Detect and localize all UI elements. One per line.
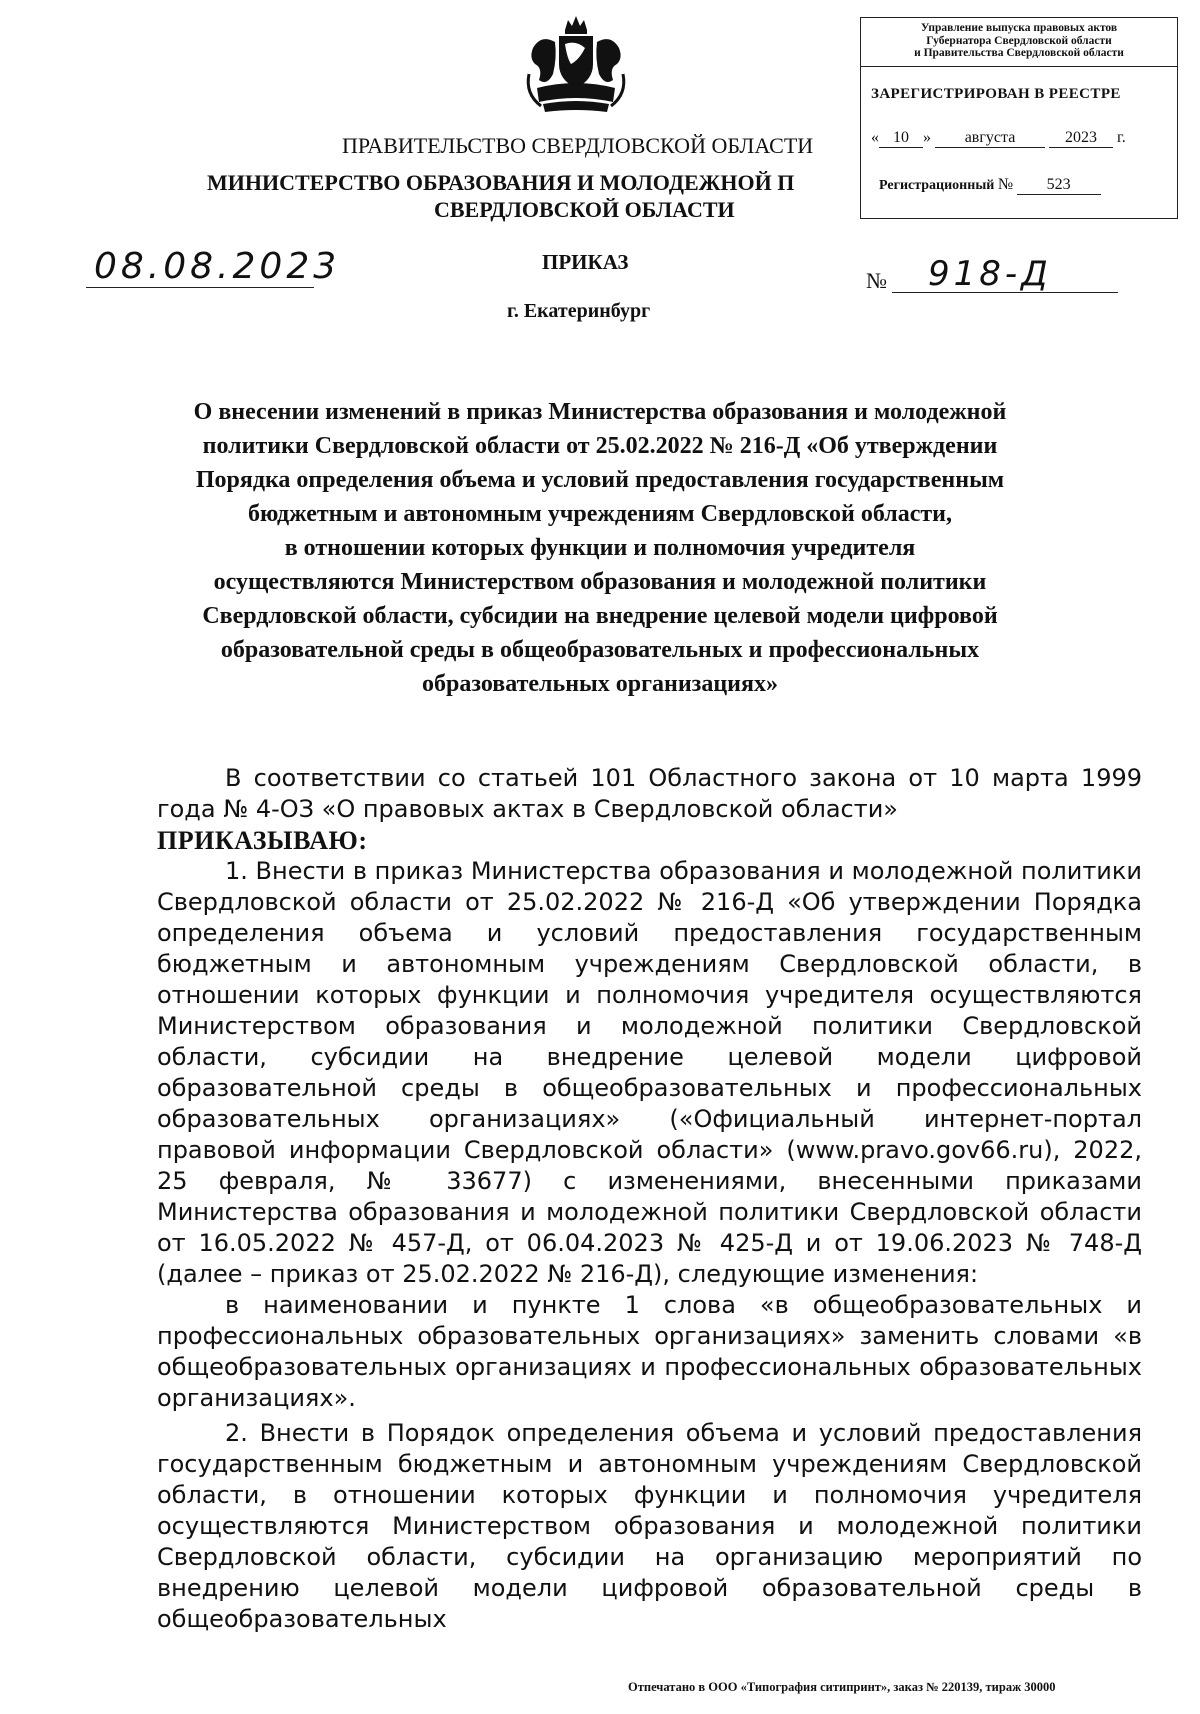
command-heading: ПРИКАЗЫВАЮ: bbox=[157, 826, 368, 855]
title-line: в отношении которых функции и полномочия учредителя bbox=[284, 535, 916, 561]
stamp-registered-label: ЗАРЕГИСТРИРОВАН В РЕЕСТРЕ bbox=[871, 86, 1121, 102]
title-line: образовательных организациях» bbox=[422, 671, 778, 697]
order-number-handwritten: 918-Д bbox=[892, 256, 1118, 293]
title-line: политики Свердловской области от 25.02.2022 № 216-Д «Об утверждении bbox=[202, 433, 998, 459]
item-1-subparagraph: в наименовании и пункте 1 слова «в общеобразовательных и профессиональных образовательных организациях» заменить словами «в общеобразовательных организациях и профессиональных образовательных организациях». bbox=[157, 1291, 1142, 1412]
ministry-name-line1: МИНИСТЕРСТВО ОБРАЗОВАНИЯ И МОЛОДЕЖНОЙ П bbox=[207, 170, 795, 195]
stamp-header bbox=[861, 18, 1177, 67]
title-line: Порядка определения объема и условий предоставления государственным bbox=[195, 467, 1005, 493]
order-title bbox=[120, 395, 1080, 701]
title-line: Свердловской области, субсидии на внедрение целевой модели цифровой bbox=[202, 603, 998, 629]
item-1-paragraph: 1. Внести в приказ Министерства образования и молодежной политики Свердловской области от 25.02.2022 № 216-Д «Об утверждении Порядка определения объема и условий предоставления государственным бюджетным и автономным учреждениям Свердловской области, в отношении которых функции и полномочия учредителя осуществляются Министерством образования и молодежной политики Свердловской области, субсидии на внедрение целевой модели цифровой образовательной среды в общеобразовательных и профессиональных образовательных организациях» («Официальный интернет-портал правовой информации Свердловской области» (www.pravo.gov66.ru), 2022, 25 февраля, № 33677) с изменениями, внесенными приказами Министерства образования и молодежной политики Свердловской области от 16.05.2022 № 457-Д, от 06.04.2023 № 425-Д и от 19.06.2023 № 748-Д (далее – приказ от 25.02.2022 № 216-Д), следующие изменения: bbox=[157, 857, 1142, 1288]
stamp-header-line: Управление выпуска правовых актов bbox=[920, 22, 1118, 34]
stamp-year: 2023 bbox=[1049, 129, 1113, 148]
stamp-header-line: Губернатора Свердловской области bbox=[926, 34, 1112, 47]
order-number-sign: № bbox=[866, 268, 887, 293]
title-line: бюджетным и автономным учреждениям Свердловской области, bbox=[248, 501, 952, 527]
preamble-paragraph: В соответствии со статьей 101 Областного закона от 10 марта 1999 года № 4-ОЗ «О правовых актах в Свердловской области» bbox=[157, 764, 1142, 823]
stamp-day: 10 bbox=[879, 129, 923, 148]
city-name: г. Екатеринбург bbox=[507, 300, 651, 322]
stamp-number-sign: № bbox=[997, 176, 1014, 193]
registration-stamp bbox=[860, 17, 1178, 219]
stamp-header-line: и Правительства Свердловской области bbox=[914, 47, 1124, 59]
order-date-handwritten: 08.08.2023 bbox=[86, 247, 314, 288]
printing-note: Отпечатано в ООО «Типография ситипринт», заказ № 220139, тираж 30000 bbox=[628, 1680, 1056, 1694]
item-2-paragraph: 2. Внести в Порядок определения объема и условий предоставления государственным бюджетным и автономным учреждениям Свердловской области, в отношении которых функции и полномочия учредителя осуществляются Министерством образования и молодежной политики Свердловской области, субсидии на организацию мероприятий по внедрению целевой модели цифровой образовательной среды в общеобразовательных bbox=[157, 1419, 1142, 1633]
stamp-quote-close: » bbox=[923, 129, 931, 146]
stamp-quote-open: « bbox=[871, 129, 879, 146]
title-line: образовательной среды в общеобразовательных и профессиональных bbox=[220, 637, 980, 663]
order-body bbox=[157, 763, 1142, 1635]
government-name: ПРАВИТЕЛЬСТВО СВЕРДЛОВСКОЙ ОБЛАСТИ bbox=[342, 133, 814, 158]
ministry-name-line2: СВЕРДЛОВСКОЙ ОБЛАСТИ bbox=[434, 197, 735, 222]
stamp-reg-number: 523 bbox=[1017, 176, 1101, 195]
stamp-month: августа bbox=[935, 129, 1045, 148]
coat-of-arms-emblem bbox=[521, 14, 631, 116]
stamp-number-label: Регистрационный bbox=[879, 178, 995, 193]
document-type: ПРИКАЗ bbox=[542, 250, 629, 274]
stamp-year-suffix: г. bbox=[1117, 129, 1126, 146]
stamp-date-line bbox=[871, 129, 1171, 148]
stamp-number-line bbox=[879, 176, 1169, 195]
title-line: О внесении изменений в приказ Министерства образования и молодежной bbox=[193, 399, 1007, 425]
title-line: осуществляются Министерством образования и молодежной политики bbox=[213, 569, 987, 595]
